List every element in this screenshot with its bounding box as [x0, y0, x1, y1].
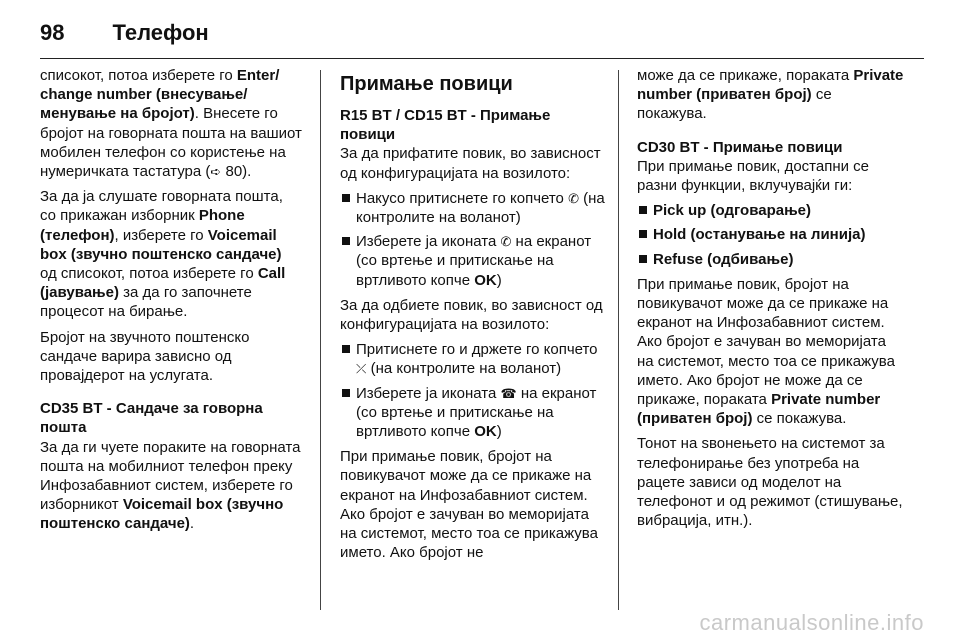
- column-divider: [618, 70, 619, 610]
- list-item: [340, 232, 608, 290]
- text: од списокот, потоа изберете го: [40, 265, 258, 283]
- menu-item-ref: Enter/ change number (внесување/ менување на бројот): [40, 67, 280, 123]
- bullet-list: [340, 189, 608, 290]
- section-heading: Примање повици: [340, 73, 513, 95]
- column-2: [340, 66, 608, 568]
- menu-item-ref: Voicemail box (звучно поштенско сандаче): [40, 226, 282, 263]
- menu-item-ref: Phone (телефон): [40, 207, 245, 244]
- ok-button-ref: OK: [474, 271, 497, 289]
- paragraph: [40, 438, 302, 534]
- text: ): [496, 423, 502, 441]
- arrow-ref-icon: ➪: [210, 164, 222, 180]
- list-item: Pick up (одговарање): [637, 201, 905, 220]
- column-divider: [320, 70, 321, 610]
- text: за да го започнете процесот на бирање.: [40, 284, 252, 321]
- paragraph: [40, 187, 302, 321]
- text: (на контролите на воланот): [366, 360, 562, 378]
- phone-pickup-icon: ✆: [500, 234, 512, 250]
- column-1: [40, 66, 302, 540]
- watermark: carmanualsonline.info: [699, 610, 924, 635]
- menu-item-ref: Voicemail box (звучно поштенско сандаче): [40, 496, 284, 533]
- bullet-list: [637, 201, 905, 269]
- subsection-heading: CD35 BT - Сандаче за говорна пошта: [40, 400, 263, 437]
- page-number: 98: [40, 20, 65, 45]
- list-item: [340, 340, 608, 378]
- list-item: [340, 189, 608, 227]
- column-3: [637, 66, 905, 536]
- subsection-heading: R15 BT / CD15 BT - Примање повици: [340, 107, 551, 144]
- text: Накусо притиснете го копчето: [356, 189, 569, 207]
- paragraph: Бројот на звучното поштенско сандаче варира зависно од провајдерот на услугата.: [40, 328, 250, 385]
- text: се покажува.: [752, 410, 847, 428]
- text: ): [496, 271, 502, 289]
- text: се покажува.: [637, 86, 832, 123]
- text: При примање повик, бројот на повикувачот може да се прикаже на екранот на Инфозабавниот систем. Ако бројот е зачуван во меморијата на системот, место тоа се прикажува името. Ако бројот не може да се прикаже, пораката: [637, 275, 895, 409]
- paragraph: Тонот на ѕвонењето на системот за телефонирање без употреба на рацете зависи од моделот на телефонот и од режимот (стишување, вибрација, итн.).: [637, 435, 903, 530]
- text: Изберете ја иконата: [356, 384, 501, 402]
- text: може да се прикаже, пораката: [637, 67, 854, 84]
- paragraph: За да одбиете повик, во зависност од конфигурацијата на возилото:: [340, 296, 603, 334]
- paragraph: При примање повик, бројот на повикувачот може да се прикаже на екранот на Инфозабавниот систем. Ако бројот е зачуван во меморијата на системот, место тоа се прикажува името. Ако бројот не: [340, 448, 598, 562]
- paragraph: [637, 66, 905, 124]
- phone-hangup-icon: ⤫: [356, 361, 367, 377]
- paragraph: При примање повик, достапни се разни функции, вклучувајќи ги:: [637, 157, 870, 195]
- bullet-list: [340, 340, 608, 441]
- text: на екранот (со вртење и притискање на вртливото копче: [356, 233, 592, 289]
- section-title: Телефон: [112, 20, 209, 45]
- text: За да ги чуете пораките на говорната пошта на мобилниот телефон преку Инфозабавниот систем, изберете го изборникот: [40, 438, 301, 514]
- paragraph: [637, 275, 905, 429]
- text: Притиснете го и држете го копчето: [356, 341, 598, 359]
- menu-item-ref: Call (јавување): [40, 265, 286, 302]
- text: За да ја слушате говорната пошта, со прикажан изборник: [40, 188, 283, 225]
- text: списокот, потоа изберете го: [40, 67, 237, 84]
- menu-item-ref: Private number (приватен број): [637, 391, 881, 428]
- text: на екранот (со вртење и притискање на вртливото копче: [356, 384, 597, 441]
- paragraph: [40, 66, 302, 181]
- subsection-heading: CD30 BT - Примање повици: [637, 138, 843, 156]
- ok-button-ref: OK: [474, 423, 497, 441]
- paragraph: За да прифатите повик, во зависност од конфигурацијата на возилото:: [340, 145, 601, 182]
- text: . Внесете го бројот на говорната пошта на вашиот мобилен телефон со користење на нумеричката тастатура (: [40, 105, 302, 181]
- list-item: Hold (останување на линија): [637, 225, 905, 244]
- text: .: [189, 515, 195, 533]
- page-header: [40, 16, 209, 50]
- menu-item-ref: Private number (приватен број): [637, 67, 904, 104]
- phone-pickup-icon: ✆: [568, 190, 579, 206]
- text: , изберете го: [114, 226, 208, 244]
- phone-end-icon: ☎: [500, 385, 517, 401]
- list-item: [340, 384, 608, 442]
- page-ref: 80).: [221, 163, 252, 181]
- list-item: Refuse (одбивање): [637, 250, 905, 269]
- text: (на контролите на воланот): [356, 189, 605, 227]
- text: Изберете ја иконата: [356, 233, 501, 251]
- header-rule: [40, 58, 924, 59]
